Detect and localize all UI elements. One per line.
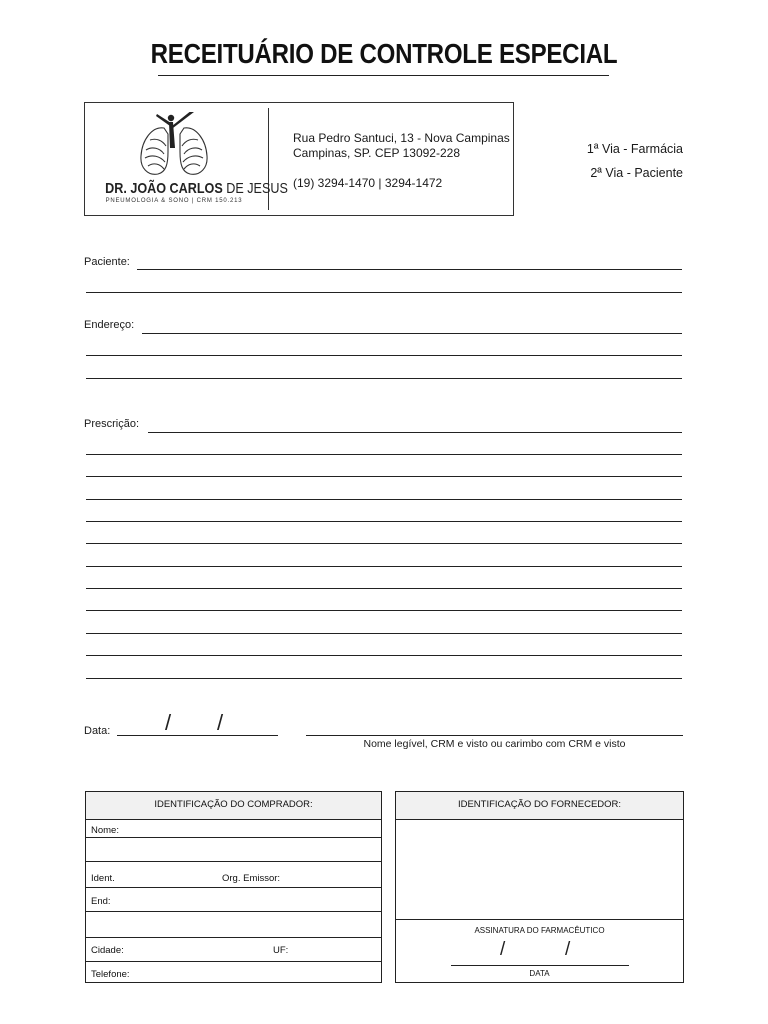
patient-line-extra[interactable]: [86, 292, 682, 293]
address-line-1: Rua Pedro Santuci, 13 - Nova Campinas: [293, 131, 510, 145]
signature-caption: Nome legível, CRM e visto ou carimbo com CRM e visto: [363, 738, 626, 750]
buyer-ident-label: Ident.: [91, 873, 115, 884]
patient-line[interactable]: [137, 269, 682, 270]
address-line-extra[interactable]: [86, 378, 682, 379]
prescription-line-extra[interactable]: [86, 566, 682, 567]
supplier-date-field[interactable]: [451, 965, 629, 966]
supplier-panel: [395, 791, 684, 983]
date-separator: /: [217, 710, 224, 735]
address-line-extra[interactable]: [86, 355, 682, 356]
doctor-name: [105, 180, 288, 197]
address-line-2: Campinas, SP. CEP 13092-228: [293, 146, 460, 160]
date-separator: /: [500, 939, 506, 960]
buyer-issuer-label: Org. Emissor:: [222, 873, 281, 884]
title-underline: [158, 75, 609, 76]
prescription-line[interactable]: [148, 432, 682, 433]
page-title: RECEITUÁRIO DE CONTROLE ESPECIAL: [150, 38, 618, 69]
date-separator: /: [565, 939, 571, 960]
lungs-logo-icon: [134, 112, 214, 182]
buyer-state-label: UF:: [273, 945, 289, 956]
address-line[interactable]: [142, 333, 682, 334]
prescription-line-extra[interactable]: [86, 454, 682, 455]
supplier-date-label: DATA: [529, 969, 550, 978]
patient-label: Paciente:: [84, 256, 130, 268]
prescription-line-extra[interactable]: [86, 655, 682, 656]
buyer-city-label: Cidade:: [91, 945, 124, 956]
buyer-name-field-extra[interactable]: [86, 861, 381, 862]
via-patient: 2ª Via - Paciente: [590, 166, 683, 180]
via-pharmacy: 1ª Via - Farmácia: [586, 142, 683, 156]
buyer-ident-field[interactable]: [86, 887, 381, 888]
signature-line[interactable]: [306, 735, 683, 736]
prescription-line-extra[interactable]: [86, 610, 682, 611]
buyer-name-label: Nome:: [91, 825, 119, 836]
address-label: Endereço:: [84, 319, 135, 331]
buyer-address-field-extra[interactable]: [86, 937, 381, 938]
prescription-line-extra[interactable]: [86, 633, 682, 634]
prescription-label: Prescrição:: [84, 418, 140, 430]
buyer-panel-title: IDENTIFICAÇÃO DO COMPRADOR:: [154, 799, 313, 810]
buyer-panel: [85, 791, 382, 983]
date-line[interactable]: [117, 735, 278, 736]
prescription-line-extra[interactable]: [86, 588, 682, 589]
doctor-specialty: PNEUMOLOGIA & SONO | CRM 150.213: [105, 198, 243, 204]
doctor-name-rest: DE JESUS: [222, 180, 288, 197]
prescription-line-extra[interactable]: [86, 476, 682, 477]
date-separator: /: [165, 710, 172, 735]
doctor-name-bold: DR. JOÃO CARLOS: [105, 180, 223, 197]
prescription-line-extra[interactable]: [86, 678, 682, 679]
buyer-city-field[interactable]: [86, 961, 381, 962]
buyer-address-label: End:: [91, 896, 111, 907]
supplier-divider: [396, 919, 683, 920]
prescription-line-extra[interactable]: [86, 499, 682, 500]
buyer-address-field[interactable]: [86, 911, 381, 912]
prescription-line-extra[interactable]: [86, 521, 682, 522]
buyer-phone-label: Telefone:: [91, 969, 130, 980]
buyer-name-field[interactable]: [86, 837, 381, 838]
date-label: Data:: [84, 725, 111, 737]
pharmacist-signature-label: ASSINATURA DO FARMACÊUTICO: [474, 926, 605, 935]
phone-numbers: (19) 3294-1470 | 3294-1472: [293, 176, 443, 190]
prescription-line-extra[interactable]: [86, 543, 682, 544]
supplier-panel-title: IDENTIFICAÇÃO DO FORNECEDOR:: [457, 799, 622, 810]
